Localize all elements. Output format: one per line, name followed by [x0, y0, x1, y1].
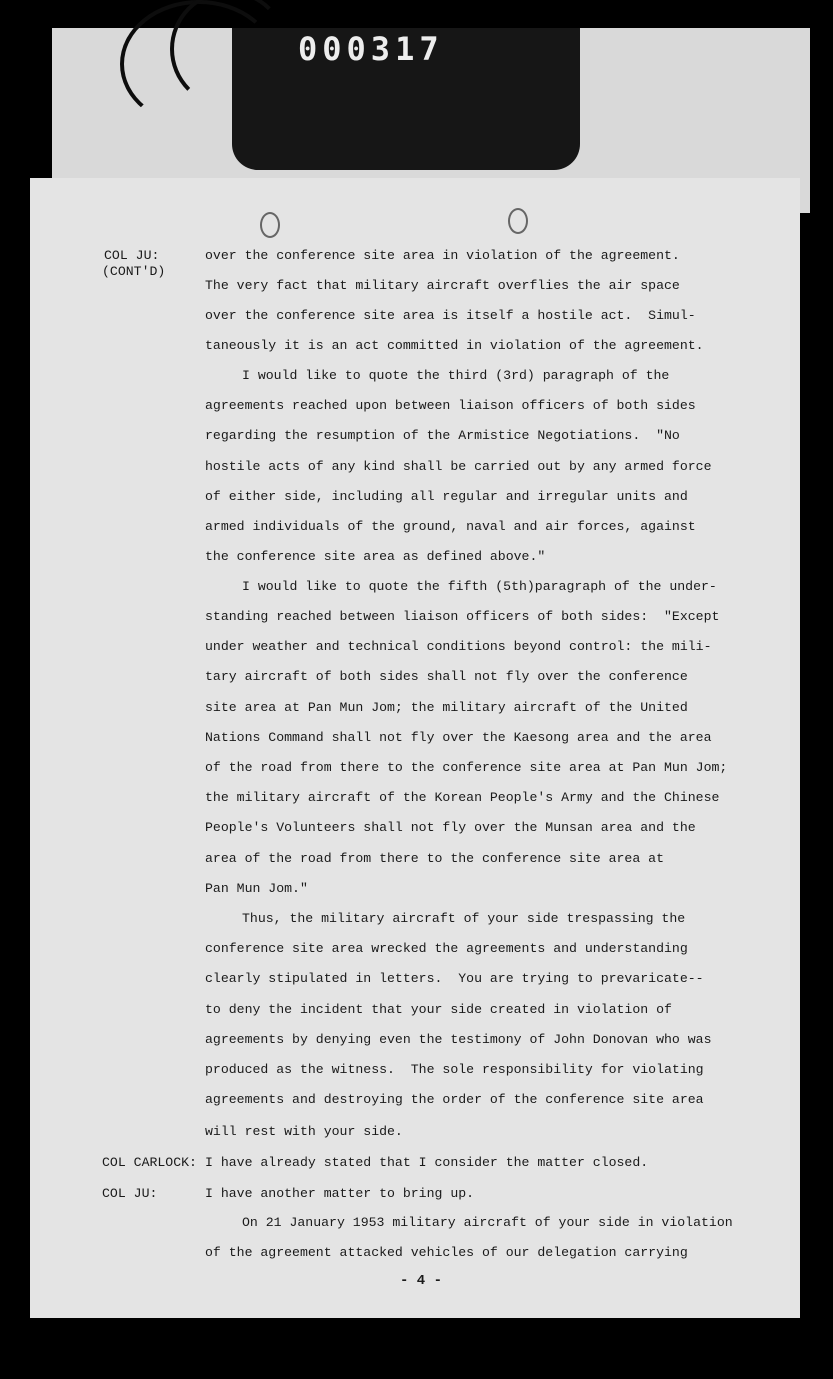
binder-hole-right: [508, 208, 528, 234]
text-line: Thus, the military aircraft of your side trespassing the: [242, 911, 686, 926]
text-line: The very fact that military aircraft overflies the air space: [205, 278, 680, 293]
text-line: conference site area wrecked the agreements and understanding: [205, 941, 688, 956]
text-line: tary aircraft of both sides shall not fly over the conference: [205, 669, 688, 684]
text-line: hostile acts of any kind shall be carried out by any armed force: [205, 459, 712, 474]
speaker-col-ju-2: COL JU:: [102, 1186, 158, 1201]
text-line: of either side, including all regular and irregular units and: [205, 489, 688, 504]
text-line: over the conference site area is itself a hostile act. Simul-: [205, 308, 696, 323]
frame-counter-digits: 000317: [298, 30, 444, 68]
text-line: to deny the incident that your side created in violation of: [205, 1002, 672, 1017]
binder-hole-left: [260, 212, 280, 238]
text-line: agreements reached upon between liaison officers of both sides: [205, 398, 696, 413]
text-line: I have another matter to bring up.: [205, 1186, 475, 1201]
text-line: site area at Pan Mun Jom; the military aircraft of the United: [205, 700, 688, 715]
text-line: I would like to quote the third (3rd) paragraph of the: [242, 368, 670, 383]
text-line: produced as the witness. The sole responsibility for violating: [205, 1062, 704, 1077]
text-line: armed individuals of the ground, naval and air forces, against: [205, 519, 696, 534]
text-line: On 21 January 1953 military aircraft of your side in violation: [242, 1215, 733, 1230]
text-line: Pan Mun Jom.": [205, 881, 308, 896]
text-line: standing reached between liaison officers of both sides: "Except: [205, 609, 720, 624]
text-line: the conference site area as defined above.": [205, 549, 546, 564]
text-line: Nations Command shall not fly over the Kaesong area and the area: [205, 730, 712, 745]
text-line: under weather and technical conditions beyond control: the mili-: [205, 639, 712, 654]
text-line: of the road from there to the conference site area at Pan Mun Jom;: [205, 760, 728, 775]
text-line: over the conference site area in violation of the agreement.: [205, 248, 680, 263]
text-line: taneously it is an act committed in violation of the agreement.: [205, 338, 704, 353]
text-line: agreements and destroying the order of the conference site area: [205, 1092, 704, 1107]
text-line: People's Volunteers shall not fly over the Munsan area and the: [205, 820, 696, 835]
text-line: area of the road from there to the conference site area at: [205, 851, 664, 866]
page-number: - 4 -: [400, 1273, 443, 1289]
speaker-col-ju-1: COL JU:: [104, 248, 160, 263]
text-line: I would like to quote the fifth (5th)paragraph of the under-: [242, 579, 717, 594]
text-line: clearly stipulated in letters. You are trying to prevaricate--: [205, 971, 704, 986]
speaker-col-carlock: COL CARLOCK:: [102, 1155, 197, 1170]
text-line: agreements by denying even the testimony of John Donovan who was: [205, 1032, 712, 1047]
text-line: regarding the resumption of the Armistice Negotiations. "No: [205, 428, 680, 443]
text-line: will rest with your side.: [205, 1124, 403, 1139]
text-line: of the agreement attacked vehicles of our delegation carrying: [205, 1245, 688, 1260]
text-line: the military aircraft of the Korean People's Army and the Chinese: [205, 790, 720, 805]
speaker-cont: (CONT'D): [102, 264, 166, 279]
text-line: I have already stated that I consider the matter closed.: [205, 1155, 649, 1170]
